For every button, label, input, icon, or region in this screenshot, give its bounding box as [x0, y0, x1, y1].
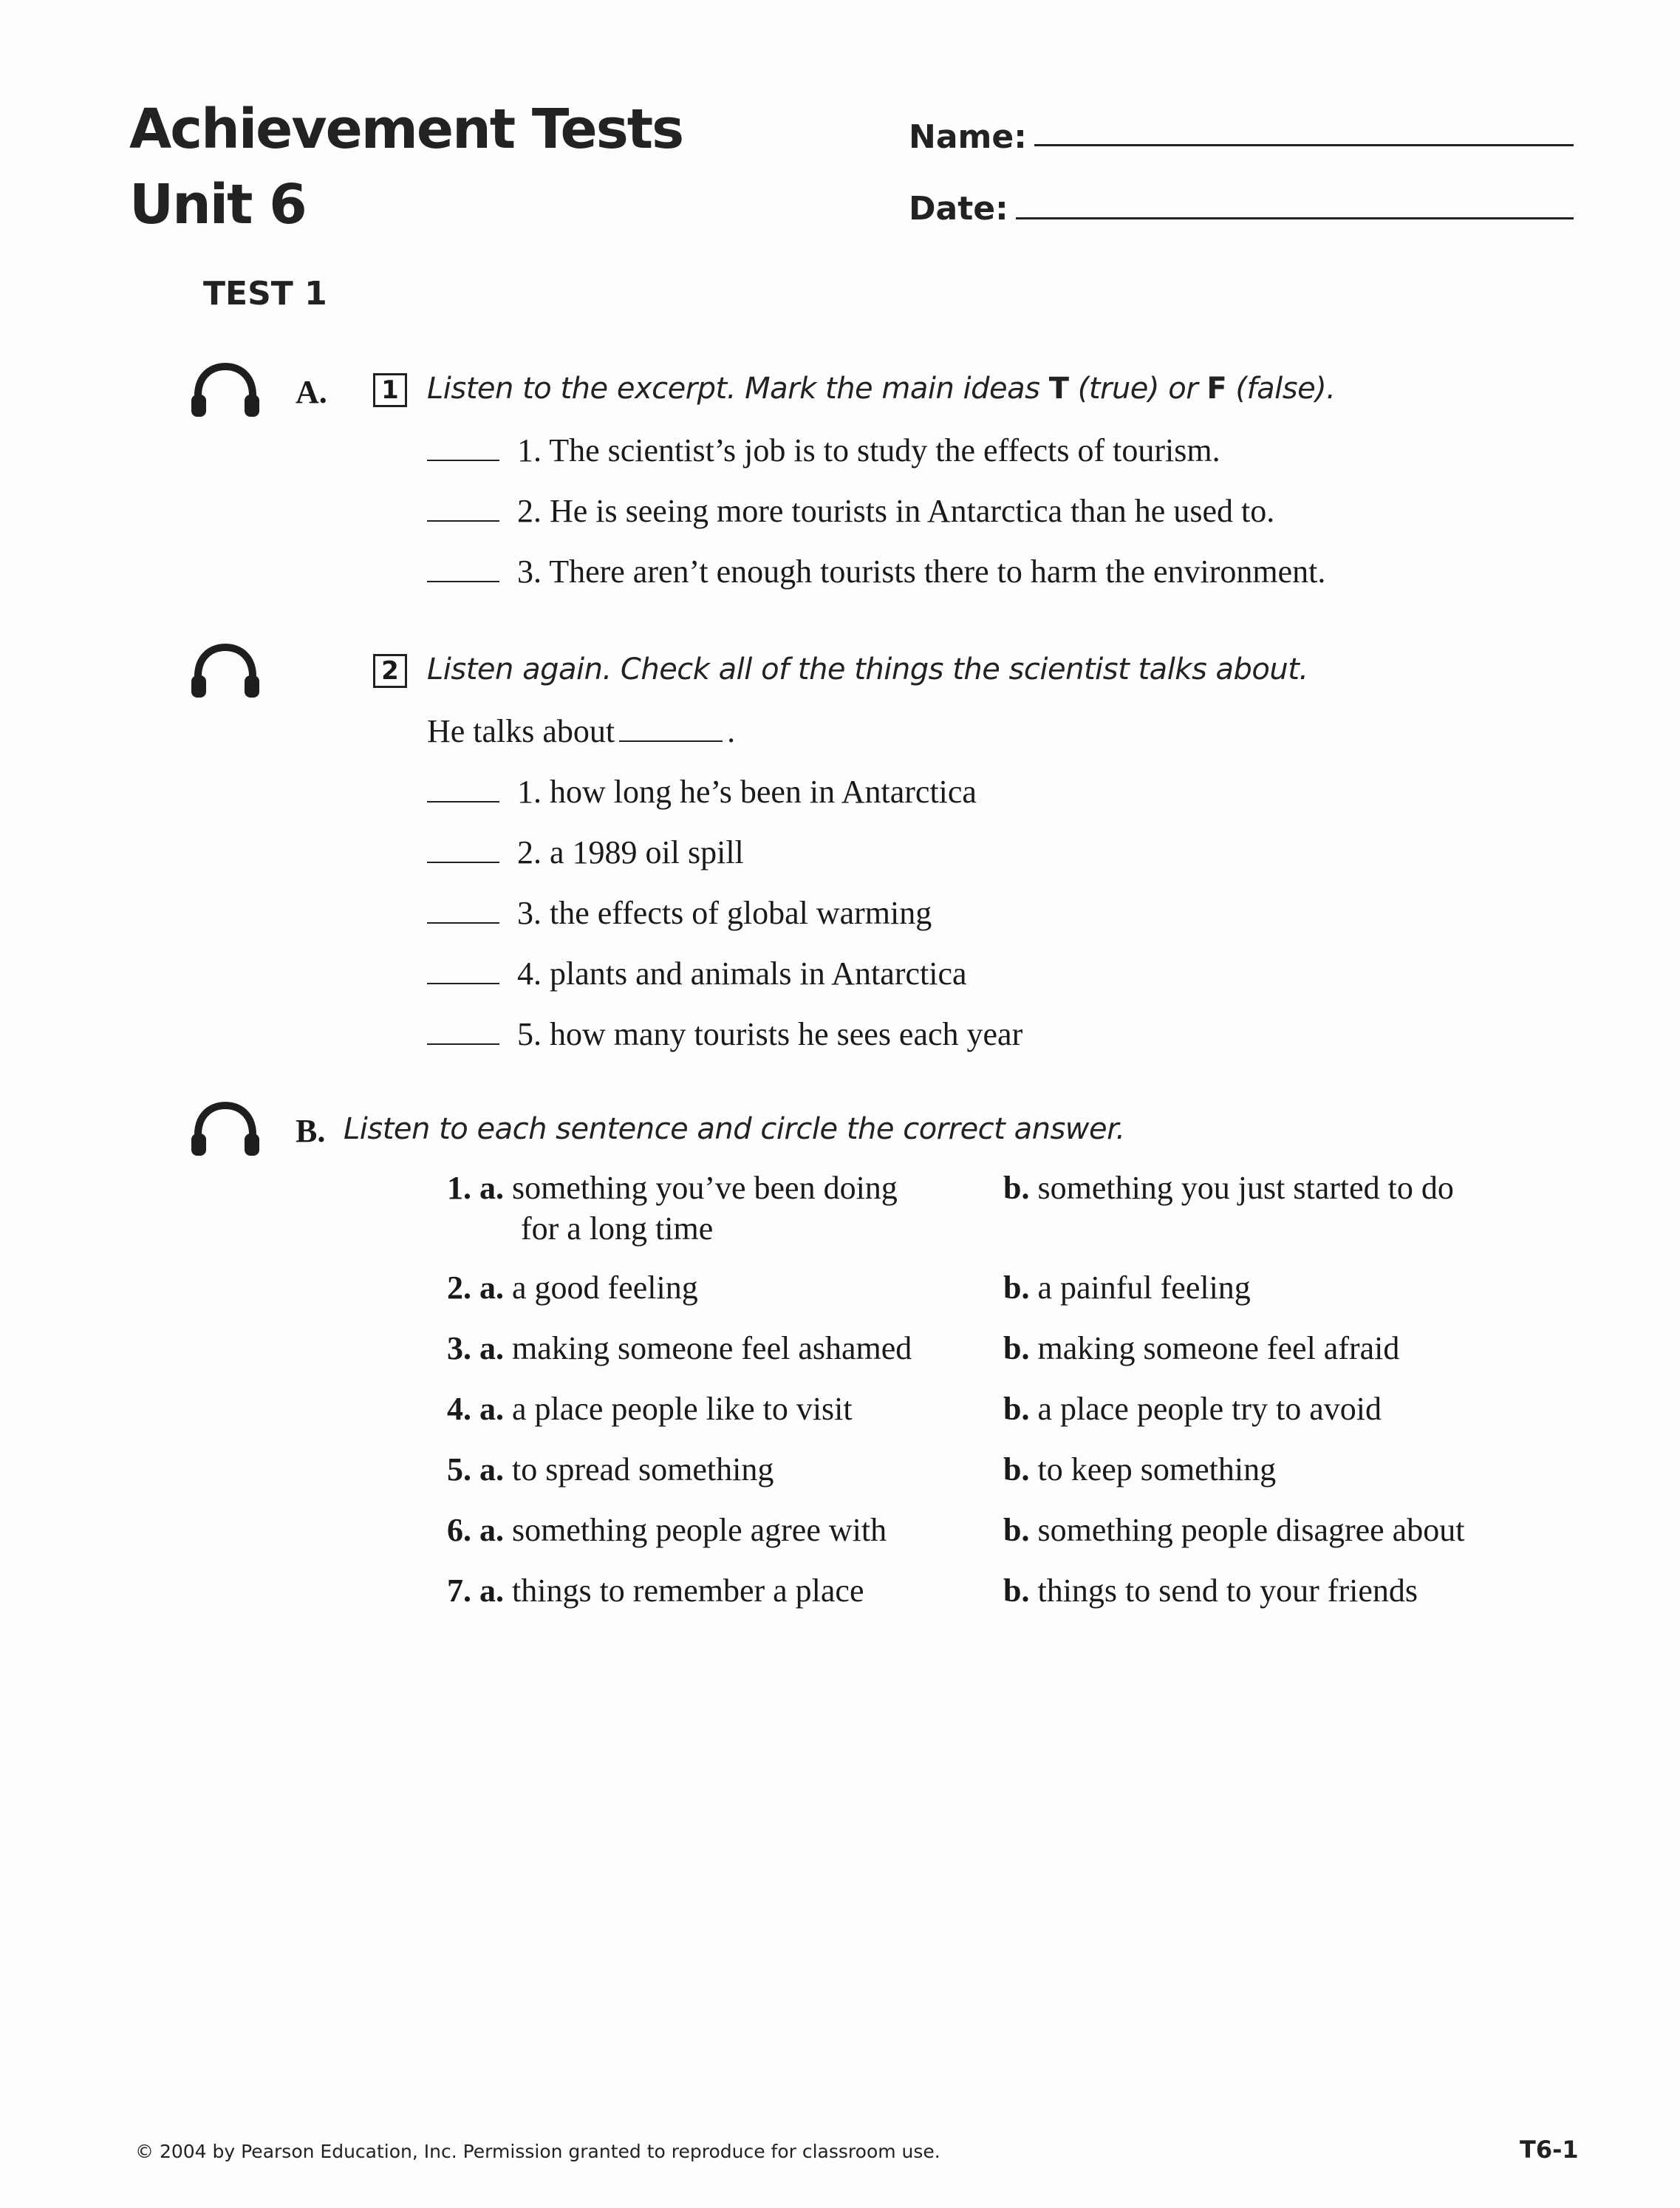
question-row — [447, 1169, 898, 1208]
question-row — [447, 1329, 912, 1369]
question-number: 7. — [447, 1572, 471, 1609]
option-b-row — [1003, 1390, 1382, 1429]
headphones-icon — [188, 362, 262, 420]
list-item — [427, 836, 744, 869]
headphones-icon — [188, 1101, 262, 1159]
option-b-label: b. — [1003, 1451, 1030, 1488]
list-item — [427, 432, 1220, 468]
option-b-row — [1003, 1451, 1276, 1490]
option-b-label: b. — [1003, 1391, 1030, 1427]
question-row — [447, 1511, 887, 1550]
title-line-1: Achievement Tests — [129, 98, 683, 161]
instr-text-a: Listen to the excerpt. Mark the main ideas — [427, 372, 1049, 406]
item-text: 1. how long he’s been in Antarctica — [517, 774, 977, 810]
option-a-label: a. — [479, 1572, 504, 1609]
answer-blank[interactable] — [427, 516, 499, 522]
part-2-box — [373, 654, 407, 688]
section-b-instruction: Listen to each sentence and circle the correct answer. — [344, 1112, 1125, 1146]
section-b-letter: B. — [296, 1113, 326, 1149]
section-a-letter: A. — [296, 374, 327, 410]
title-line-2: Unit 6 — [129, 173, 306, 236]
item-text: 3. the effects of global warming — [517, 895, 932, 931]
option-a-label: a. — [479, 1512, 504, 1548]
option-b[interactable]: things to send to your friends — [1037, 1572, 1418, 1609]
question-row — [447, 1451, 774, 1490]
item-text: 3. There aren’t enough tourists there to harm the environment. — [517, 553, 1326, 590]
answer-blank[interactable] — [427, 576, 499, 582]
list-item — [427, 897, 932, 930]
option-a[interactable]: something people agree with — [512, 1512, 887, 1548]
option-a-label: a. — [479, 1451, 504, 1488]
option-b[interactable]: a place people try to avoid — [1037, 1391, 1382, 1427]
question-row — [447, 1572, 864, 1611]
list-item — [427, 553, 1326, 590]
instr-text-c: (false). — [1226, 372, 1336, 406]
page-number: T6-1 — [1520, 2136, 1579, 2164]
false-letter: F — [1206, 372, 1227, 406]
list-item — [427, 776, 977, 808]
option-b[interactable]: making someone feel afraid — [1037, 1330, 1400, 1366]
option-a[interactable]: a place people like to visit — [512, 1391, 853, 1427]
item-text: 2. a 1989 oil spill — [517, 834, 744, 870]
item-text: 1. The scientist’s job is to study the effects of tourism. — [517, 432, 1220, 468]
option-b-label: b. — [1003, 1170, 1030, 1206]
option-a[interactable]: making someone feel ashamed — [512, 1330, 912, 1366]
list-item — [427, 495, 1274, 528]
question-row — [447, 1390, 853, 1429]
option-a[interactable]: to spread something — [512, 1451, 774, 1488]
option-a-label: a. — [479, 1170, 504, 1206]
option-b-label: b. — [1003, 1572, 1030, 1609]
option-b-row — [1003, 1572, 1418, 1611]
option-b[interactable]: a painful feeling — [1037, 1270, 1251, 1306]
test-label: TEST 1 — [203, 275, 327, 313]
answer-blank[interactable] — [427, 1039, 499, 1045]
instr-text-b: (true) or — [1068, 372, 1207, 406]
question-number: 3. — [447, 1330, 471, 1366]
option-a[interactable]: something you’ve been doing — [512, 1170, 898, 1206]
part-1-instruction — [427, 372, 1336, 406]
option-b-row — [1003, 1329, 1399, 1369]
question-number: 1. — [447, 1170, 471, 1206]
option-b[interactable]: to keep something — [1037, 1451, 1277, 1488]
option-b[interactable]: something people disagree about — [1037, 1512, 1465, 1548]
name-field[interactable] — [1034, 144, 1574, 146]
question-number: 4. — [447, 1391, 471, 1427]
option-b-row — [1003, 1169, 1454, 1208]
part-2-number: 2 — [373, 654, 407, 688]
name-label: Name: — [909, 118, 1027, 156]
part-1-number: 1 — [373, 373, 407, 407]
item-text: 2. He is seeing more tourists in Antarctica than he used to. — [517, 493, 1275, 529]
question-row — [447, 1269, 698, 1308]
date-field[interactable] — [1016, 217, 1574, 219]
stem-blank[interactable] — [619, 736, 723, 742]
option-b-row — [1003, 1269, 1251, 1308]
answer-blank[interactable] — [427, 797, 499, 803]
option-a-label: a. — [479, 1270, 504, 1306]
list-item — [427, 1018, 1022, 1051]
headphones-icon — [188, 643, 262, 701]
answer-blank[interactable] — [427, 857, 499, 863]
option-b-label: b. — [1003, 1330, 1030, 1366]
option-a-label: a. — [479, 1330, 504, 1366]
item-text: 5. how many tourists he sees each year — [517, 1016, 1023, 1052]
true-letter: T — [1048, 372, 1069, 406]
date-label: Date: — [909, 190, 1008, 228]
item-text: 4. plants and animals in Antarctica — [517, 955, 967, 992]
option-b[interactable]: something you just started to do — [1037, 1170, 1454, 1206]
stem-period: . — [727, 713, 736, 749]
option-b-row — [1003, 1511, 1464, 1550]
option-a-continued[interactable]: for a long time — [521, 1210, 714, 1247]
answer-blank[interactable] — [427, 978, 499, 984]
answer-blank[interactable] — [427, 455, 499, 461]
part-2-stem — [427, 715, 735, 748]
copyright-notice: © 2004 by Pearson Education, Inc. Permission granted to reproduce for classroom use. — [135, 2141, 940, 2162]
part-2-instruction: Listen again. Check all of the things the scientist talks about. — [427, 652, 1308, 686]
option-a[interactable]: things to remember a place — [512, 1572, 864, 1609]
part-1-box — [373, 373, 407, 407]
stem-text: He talks about — [427, 713, 615, 749]
answer-blank[interactable] — [427, 918, 499, 924]
question-number: 2. — [447, 1270, 471, 1306]
option-a[interactable]: a good feeling — [512, 1270, 698, 1306]
option-a-label: a. — [479, 1391, 504, 1427]
option-b-label: b. — [1003, 1512, 1030, 1548]
question-number: 6. — [447, 1512, 471, 1548]
question-number: 5. — [447, 1451, 471, 1488]
list-item — [427, 955, 967, 992]
option-b-label: b. — [1003, 1270, 1030, 1306]
